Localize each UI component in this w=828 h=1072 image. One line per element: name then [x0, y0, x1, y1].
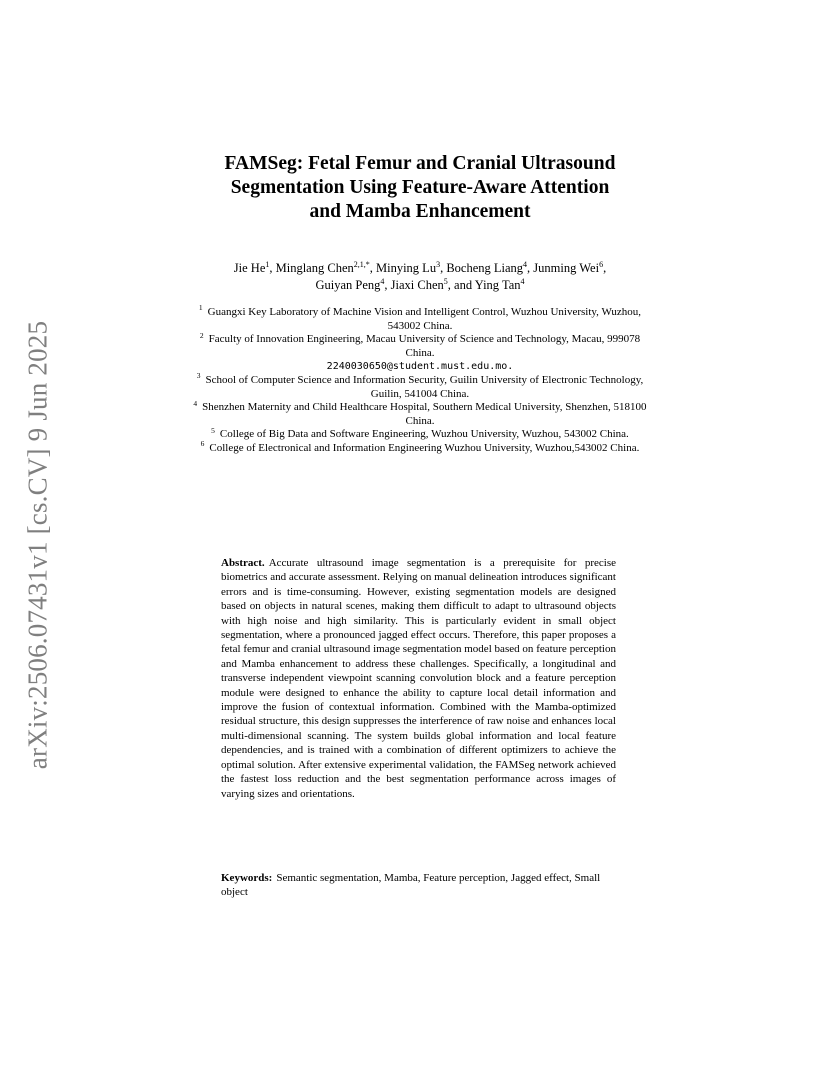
author: Guiyan Peng$^4$, [315, 276, 391, 292]
author: Jie He$^1$, [233, 259, 276, 275]
author: Ying Tan$^4$ [474, 276, 525, 292]
author: Minying Lu$^3$, [376, 259, 447, 275]
author-list [180, 260, 660, 294]
author: Junming Wei$^6$, [533, 259, 607, 275]
affiliation: $^2$ Faculty of Innovation Engineering, Macau University of Science and Technology, Macau, 999078 China. [199, 330, 641, 359]
author: Minglang Chen$^{2,1,*}$, [275, 259, 376, 275]
affiliation: $^6$ College of Electronical and Information Engineering Wuzhou University, Wuzhou,543002 China. [200, 439, 640, 454]
affiliation: $^4$ Shenzhen Maternity and Child Healthcare Hospital, Southern Medical University, Shenzhen, 518100 China. [193, 398, 647, 427]
abstract-text: Accurate ultrasound image segmentation is a prerequisite for precise biometrics and accurate assessment. Relying on manual delineation introduces significant errors and is time-consuming. However, existing segmentation models are designed based on objects in natural scenes, making them difficult to adapt to ultrasound objects with high noise and high similarity. This is particularly evident in small object segmentation, where a pronounced jagged effect occurs. Therefore, this paper proposes a fetal femur and cranial ultrasound image segmentation model based on feature perception and Mamba enhancement to address these challenges. Specifically, a longitudinal and transverse independent viewpoint scanning convolution block and a feature perception module were designed to enhance the ability to capture local detail information and improve the fusion of contextual information. Combined with the Mamba-optimized residual structure, this design suppresses the interference of raw noise and enhances local multi-dimensional scanning. The system builds global information and local feature dependencies, and is trained with a combination of different optimizers to achieve the optimal solution. After extensive experimental validation, the FAMSeg network achieved the fastest loss reduction and the best segmentation performance across images of varying sizes and orientations. [221, 557, 616, 800]
affiliation: $^5$ College of Big Data and Software Engineering, Wuzhou University, Wuzhou, 543002 China. [211, 425, 629, 441]
author: Jiaxi Chen$^5$, and [390, 276, 475, 292]
keywords-label: Keywords: [221, 872, 273, 884]
author: Bocheng Liang$^4$, [446, 259, 534, 275]
keywords-text: Semantic segmentation, Mamba, Feature perception, Jagged effect, Small object [221, 872, 601, 899]
affiliation: $^3$ School of Computer Science and Information Security, Guilin University of Electronic Technology, Guilin, 541004 China. [196, 371, 644, 400]
affiliation-list [190, 303, 650, 456]
abstract-label: Abstract. [221, 557, 265, 569]
abstract [221, 556, 616, 801]
title-line-3: and Mamba Enhancement [309, 201, 531, 222]
affiliation-email[interactable]: 2240030650@student.must.edu.mo. [326, 361, 514, 373]
affiliation: $^1$ Guangxi Key Laboratory of Machine Vision and Intelligent Control, Wuzhou University, Wuzhou, 543002 China. [198, 303, 642, 332]
paper-title [150, 152, 690, 224]
arxiv-identifier-stamp: arXiv:2506.07431v1 [cs.CV] 9 Jun 2025 [22, 320, 53, 770]
title-line-1: FAMSeg: Fetal Femur and Cranial Ultrasound [224, 153, 616, 174]
keywords [221, 871, 616, 900]
title-line-2: Segmentation Using Feature-Aware Attention [230, 177, 610, 198]
